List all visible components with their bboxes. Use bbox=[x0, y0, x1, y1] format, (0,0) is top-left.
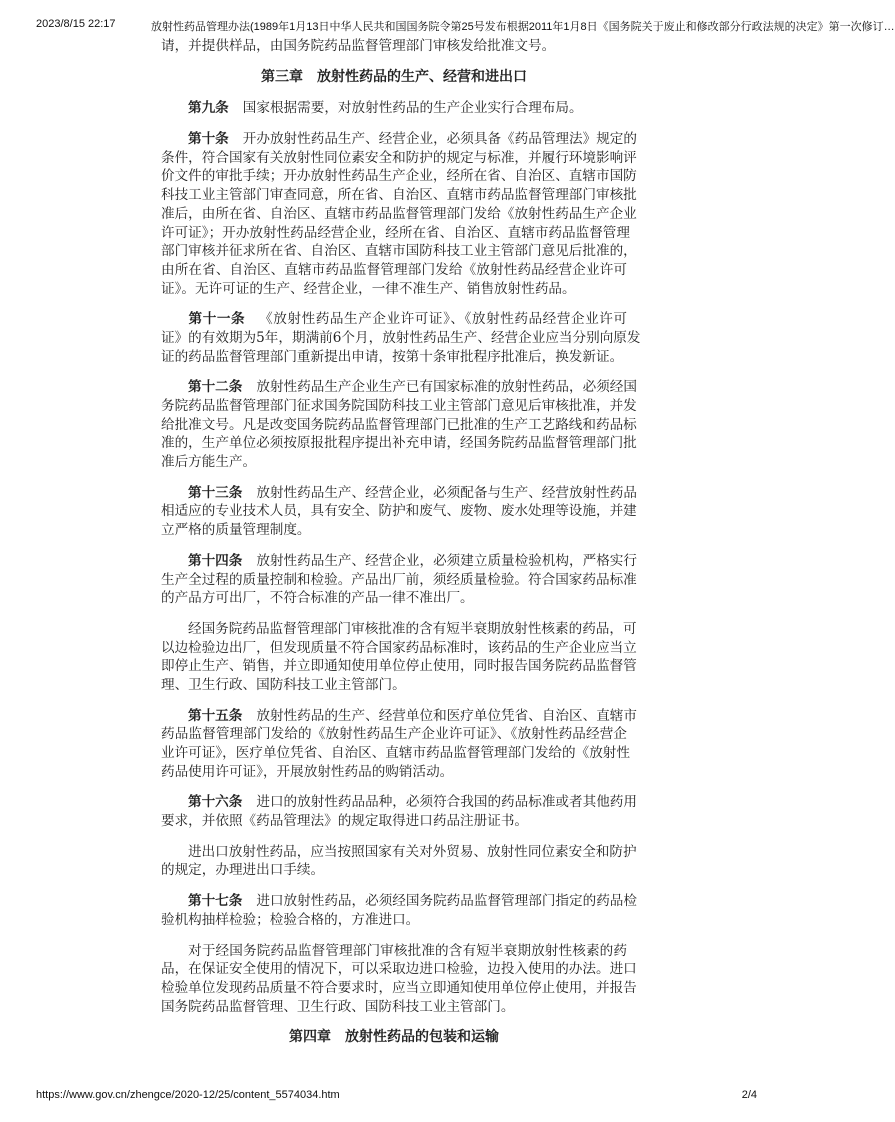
text-line bbox=[161, 348, 627, 367]
article-paragraph bbox=[161, 37, 627, 56]
article-number: 第十五条 bbox=[188, 707, 243, 724]
line-text: 由所在省、自治区、直辖市药品监督管理部门发给《放射性药品经营企业许可 bbox=[161, 261, 627, 278]
line-text: 放射性药品生产企业生产已有国家标准的放射性药品，必须经国 bbox=[256, 379, 637, 396]
line-text: 即停止生产、销售，并立即通知使用单位停止使用，同时报告国务院药品监督管 bbox=[161, 658, 637, 675]
text-line bbox=[161, 186, 637, 205]
text-line bbox=[161, 892, 637, 911]
article-number: 第十七条 bbox=[188, 893, 243, 910]
document-body bbox=[161, 37, 641, 1060]
text-line bbox=[161, 397, 637, 416]
text-line bbox=[161, 453, 627, 472]
print-header bbox=[0, 18, 895, 34]
line-text: 的产品方可出厂，不符合标准的产品一律不准出厂。 bbox=[161, 590, 474, 607]
line-text: 国家根据需要，对放射性药品的生产企业实行合理布局。 bbox=[242, 100, 583, 117]
line-text: 开办放射性药品生产、经营企业，必须具备《药品管理法》规定的 bbox=[242, 131, 637, 148]
article-paragraph bbox=[161, 130, 637, 298]
text-line bbox=[161, 657, 637, 676]
line-text: 生产全过程的质量控制和检验。产品出厂前，须经质量检验。符合国家药品标准 bbox=[161, 571, 637, 588]
article-paragraph bbox=[161, 843, 637, 880]
text-line bbox=[161, 979, 637, 998]
line-text: 药品使用许可证》，开展放射性药品的购销活动。 bbox=[161, 763, 454, 780]
article-number: 第十六条 bbox=[188, 794, 243, 811]
line-text: 务院药品监督管理部门征求国务院国防科技工业主管部门意见后审核批准，并发 bbox=[161, 398, 637, 415]
text-line bbox=[161, 639, 637, 658]
line-text: 的规定，办理进出口手续。 bbox=[161, 862, 325, 879]
article-paragraph bbox=[161, 707, 637, 782]
line-text: 准后，由所在省、自治区、直辖市药品监督管理部门发给《放射性药品生产企业 bbox=[161, 205, 637, 222]
article-paragraph bbox=[161, 484, 637, 540]
line-text: 许可证》；开办放射性药品经营企业，经所在省、自治区、直辖市药品监督管理 bbox=[161, 224, 630, 241]
line-text: 国务院药品监督管理、卫生行政、国防科技工业主管部门。 bbox=[161, 998, 515, 1015]
text-line bbox=[161, 378, 637, 397]
text-line bbox=[161, 329, 641, 348]
page-number: 2/4 bbox=[741, 1089, 757, 1101]
text-line bbox=[161, 416, 637, 435]
line-text: 给批准文号。凡是改变国务院药品监督管理部门已批准的生产工艺路线和药品标 bbox=[161, 416, 637, 433]
line-text: 对于经国务院药品监督管理部门审核批准的含有短半衰期放射性核素的药 bbox=[188, 942, 627, 959]
line-text: 证》的有效期为5年，期满前6个月，放射性药品生产、经营企业应当分别向原发 bbox=[161, 329, 641, 346]
line-text: 以边检验边出厂，但发现质量不符合国家药品标准时，该药品的生产企业应当立 bbox=[161, 639, 637, 656]
line-text: 药品监督管理部门发给的《放射性药品生产企业许可证》、《放射性药品经营企 bbox=[161, 726, 627, 743]
line-text: 部门审核并征求所在省、自治区、直辖市国防科技工业主管部门意见后批准的， bbox=[161, 243, 637, 260]
text-line bbox=[161, 242, 637, 261]
line-text: 条件，符合国家有关放射性同位素安全和防护的规定与标准，并履行环境影响评 bbox=[161, 149, 637, 166]
text-line bbox=[161, 843, 637, 862]
article-number: 第九条 bbox=[188, 100, 229, 117]
line-text: 准的，生产单位必须按原报批程序提出补充申请，经国务院药品监督管理部门批 bbox=[161, 435, 637, 452]
article-paragraph bbox=[161, 942, 637, 1017]
article-paragraph bbox=[161, 552, 637, 608]
text-line bbox=[161, 861, 627, 880]
text-line bbox=[161, 149, 637, 168]
text-line bbox=[161, 484, 637, 503]
article-paragraph bbox=[161, 620, 637, 695]
text-line bbox=[161, 224, 630, 243]
line-text: 要求，并依照《药品管理法》的规定取得进口药品注册证书。 bbox=[161, 813, 529, 830]
text-line bbox=[161, 502, 637, 521]
text-line bbox=[161, 942, 627, 961]
article-paragraph bbox=[161, 892, 637, 929]
line-text: 放射性药品的生产、经营单位和医疗单位凭省、自治区、直辖市 bbox=[256, 707, 637, 724]
line-text: 证》。无许可证的生产、经营企业，一律不准生产、销售放射性药品。 bbox=[161, 280, 576, 297]
page-title: 放射性药品管理办法(1989年1月13日中华人民共和国国务院令第25号发布根据2011年1月8日《国务院关于废止和修改部分行政法规的决定》第一次修订… bbox=[151, 21, 895, 33]
article-number: 第十条 bbox=[188, 131, 229, 148]
line-text: 相适应的专业技术人员，具有安全、防护和废气、废物、废水处理等设施，并建 bbox=[161, 503, 637, 520]
line-text: 进口放射性药品，必须经国务院药品监督管理部门指定的药品检 bbox=[256, 893, 637, 910]
line-text: 进口的放射性药品品种，必须符合我国的药品标准或者其他药用 bbox=[256, 794, 637, 811]
text-line bbox=[161, 99, 627, 118]
line-text: 检验单位发现药品质量不符合要求时，应当立即通知使用单位停止使用，并报告 bbox=[161, 979, 637, 996]
text-line bbox=[161, 571, 637, 590]
line-text: 理、卫生行政、国防科技工业主管部门。 bbox=[161, 676, 406, 693]
text-line bbox=[161, 310, 627, 329]
text-line bbox=[161, 434, 637, 453]
text-line bbox=[161, 280, 627, 299]
line-text: 经国务院药品监督管理部门审核批准的含有短半衰期放射性核素的药品，可 bbox=[188, 620, 637, 637]
line-text: 业许可证》，医疗单位凭省、自治区、直辖市药品监督管理部门发给的《放射性 bbox=[161, 745, 630, 762]
line-text: 科技工业主管部门审查同意，所在省、自治区、直辖市药品监督管理部门审核批 bbox=[161, 187, 637, 204]
page-url: https://www.gov.cn/zhengce/2020-12/25/content_5574034.htm bbox=[36, 1089, 340, 1101]
line-text: 《放射性药品生产企业许可证》、《放射性药品经营企业许可 bbox=[259, 311, 628, 328]
chapter-heading: 第三章 放射性药品的生产、经营和进出口 bbox=[261, 68, 527, 85]
text-line bbox=[161, 960, 637, 979]
text-line bbox=[161, 167, 637, 186]
line-text: 进出口放射性药品，应当按照国家有关对外贸易、放射性同位素安全和防护 bbox=[188, 843, 637, 860]
text-line bbox=[161, 744, 630, 763]
text-line bbox=[161, 676, 627, 695]
text-line bbox=[161, 707, 637, 726]
text-line bbox=[161, 261, 627, 280]
text-line bbox=[161, 911, 627, 930]
article-paragraph bbox=[161, 310, 641, 366]
text-line bbox=[161, 37, 627, 56]
text-line bbox=[161, 552, 637, 571]
article-number: 第十二条 bbox=[188, 379, 243, 396]
line-text: 准后方能生产。 bbox=[161, 454, 257, 471]
article-number: 第十一条 bbox=[188, 311, 246, 328]
text-line bbox=[161, 521, 627, 540]
text-line bbox=[161, 793, 637, 812]
article-number: 第十三条 bbox=[188, 484, 243, 501]
text-line bbox=[161, 725, 627, 744]
article-paragraph bbox=[161, 99, 627, 118]
text-line bbox=[161, 205, 637, 224]
chapter-heading: 第四章 放射性药品的包装和运输 bbox=[289, 1029, 499, 1046]
article-paragraph bbox=[161, 378, 637, 471]
line-text: 价文件的审批手续；开办放射性药品生产企业，经所在省、自治区、直辖市国防 bbox=[161, 168, 637, 185]
text-line bbox=[161, 589, 627, 608]
line-text: 品，在保证安全使用的情况下，可以采取边进口检验，边投入使用的办法。进口 bbox=[161, 961, 637, 978]
text-line bbox=[161, 998, 627, 1017]
article-number: 第十四条 bbox=[188, 552, 243, 569]
text-line bbox=[161, 620, 637, 639]
line-text: 证的药品监督管理部门重新提出申请，按第十条审批程序批准后，换发新证。 bbox=[161, 348, 624, 365]
line-text: 请，并提供样品，由国务院药品监督管理部门审核发给批准文号。 bbox=[161, 38, 556, 54]
line-text: 放射性药品生产、经营企业，必须配备与生产、经营放射性药品 bbox=[256, 484, 637, 501]
article-paragraph bbox=[161, 793, 637, 830]
text-line bbox=[161, 812, 627, 831]
line-text: 立严格的质量管理制度。 bbox=[161, 522, 311, 539]
line-text: 验机构抽样检验；检验合格的，方准进口。 bbox=[161, 911, 420, 928]
line-text: 放射性药品生产、经营企业，必须建立质量检验机构，严格实行 bbox=[256, 552, 637, 569]
print-datetime: 2023/8/15 22:17 bbox=[36, 18, 116, 30]
text-line bbox=[161, 763, 627, 782]
text-line bbox=[161, 130, 637, 149]
